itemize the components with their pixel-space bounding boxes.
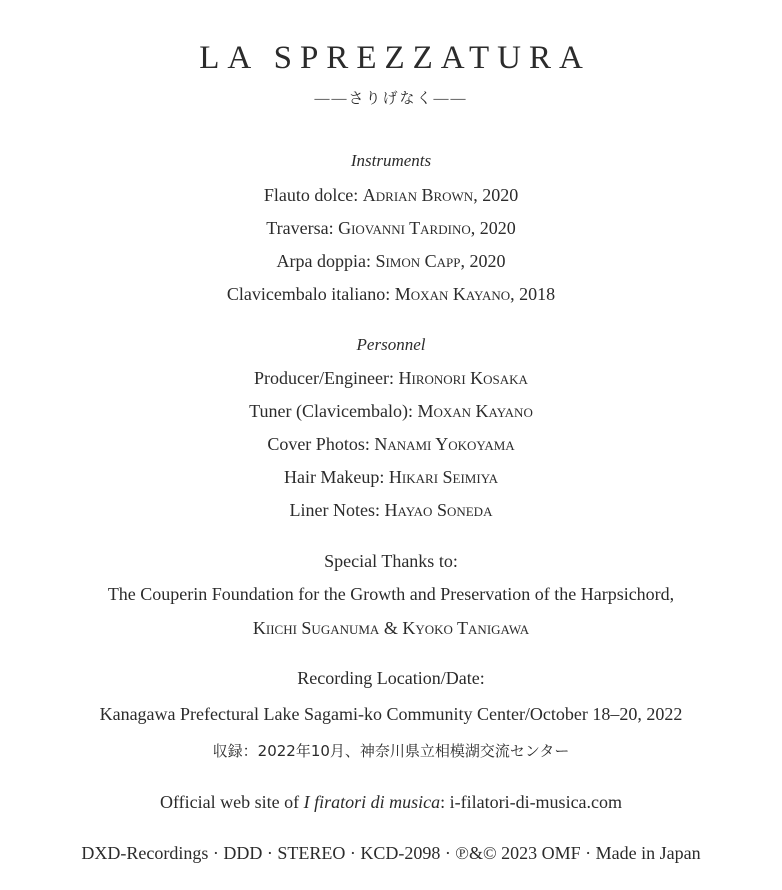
website-url: : i-filatori-di-musica.com xyxy=(440,792,623,812)
instrument-line xyxy=(0,216,782,240)
recording-heading: Recording Location/Date: xyxy=(297,668,485,688)
recording-location: Kanagawa Prefectural Lake Sagami-ko Community Center/October 18–20, 2022 xyxy=(99,704,683,724)
personnel-line xyxy=(0,399,782,423)
personnel-line xyxy=(0,498,782,522)
thanks-heading: Special Thanks to: xyxy=(324,551,458,571)
maker-name: Simon Capp xyxy=(375,251,461,271)
personnel-line xyxy=(0,366,782,390)
instrument-line xyxy=(0,282,782,306)
thanks-line: The Couperin Foundation for the Growth and Preservation of the Harpsichord, xyxy=(107,584,675,604)
role-label: Hair Makeup: xyxy=(283,467,389,487)
instrument-line xyxy=(0,183,782,207)
instrument-year: , 2020 xyxy=(473,185,519,205)
role-label: Liner Notes: xyxy=(289,500,385,520)
role-label: Cover Photos: xyxy=(267,434,375,454)
instrument-year: , 2020 xyxy=(460,251,506,271)
website-line xyxy=(0,790,782,814)
instrument-year: , 2020 xyxy=(470,218,516,238)
recording-location-jp: 収録：2022年10月、神奈川県立相模湖交流センター xyxy=(212,742,570,760)
role-label: Producer/Engineer: xyxy=(254,368,399,388)
person-name: Hayao Soneda xyxy=(384,500,493,520)
person-name: Moxan Kayano xyxy=(417,401,533,421)
personnel-heading: Personnel xyxy=(356,335,426,354)
instrument-year: , 2018 xyxy=(510,284,556,304)
thanks-names: Kiichi Suganuma & Kyoko Tanigawa xyxy=(252,618,530,638)
instrument-label: Flauto dolce: xyxy=(263,185,363,205)
person-name: Hikari Seimiya xyxy=(388,467,499,487)
instruments-heading: Instruments xyxy=(350,151,432,170)
instrument-label: Arpa doppia: xyxy=(276,251,376,271)
maker-name: Moxan Kayano xyxy=(394,284,511,304)
personnel-line xyxy=(0,432,782,456)
ensemble-name: I firatori di musica xyxy=(303,792,441,812)
person-name: Hironori Kosaka xyxy=(398,368,528,388)
website-prefix: Official web site of xyxy=(159,792,304,812)
instrument-label: Clavicembalo italiano: xyxy=(226,284,395,304)
personnel-line xyxy=(0,465,782,489)
catalog-footer: DXD-Recordings · DDD · STEREO · KCD-2098 · ℗&© 2023 OMF · Made in Japan xyxy=(81,843,701,863)
album-subtitle: ——さりげなく—— xyxy=(314,91,468,107)
album-title: LA SPREZZATURA xyxy=(199,40,591,76)
person-name: Nanami Yokoyama xyxy=(374,434,515,454)
role-label: Tuner (Clavicembalo): xyxy=(249,401,418,421)
maker-name: Adrian Brown xyxy=(362,185,474,205)
instrument-label: Traversa: xyxy=(266,218,339,238)
instrument-line xyxy=(0,249,782,273)
maker-name: Giovanni Tardino xyxy=(338,218,471,238)
